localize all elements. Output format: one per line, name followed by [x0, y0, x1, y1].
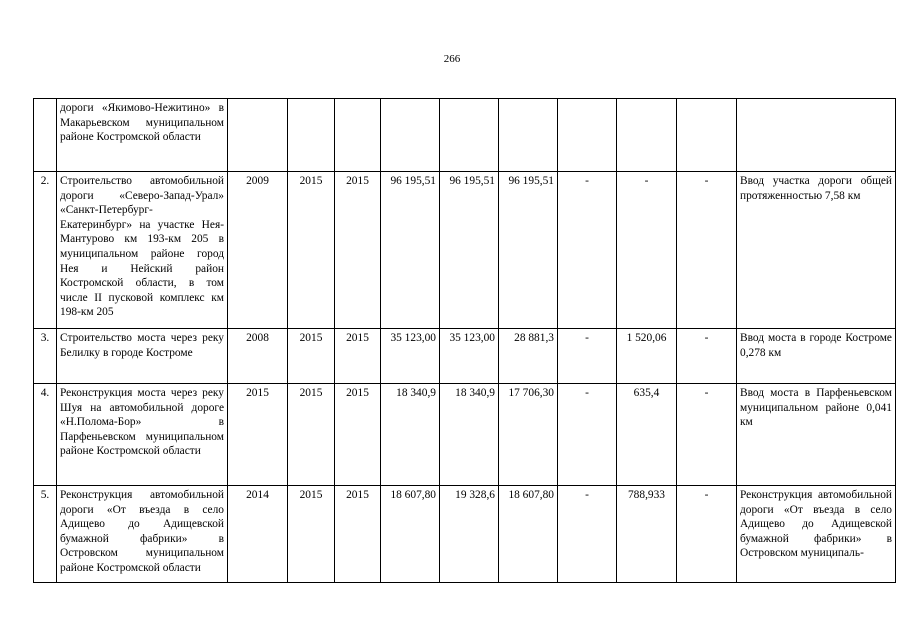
- project-name: Реконструкция автомобильной дороги «От въезда в село Адищево до Адищевской бумажной фабрики» в Островском муниципальном районе Костромской области: [57, 486, 228, 583]
- value-3: 96 195,51: [499, 172, 558, 329]
- year-column-3: 2015: [335, 329, 381, 384]
- table-row: [34, 329, 896, 384]
- end-year: 2015: [288, 486, 335, 583]
- value-4: -: [558, 384, 617, 486]
- project-name: дороги «Якимово-Нежитино» в Макарьевском муниципальном районе Костромской области: [57, 99, 228, 172]
- value-5: [617, 99, 677, 172]
- value-2: 35 123,00: [440, 329, 499, 384]
- investment-projects-table: [33, 98, 896, 583]
- value-4: -: [558, 486, 617, 583]
- value-6: -: [677, 486, 737, 583]
- expected-result: Реконструкция автомобильной дороги «От въезда в село Адищево до Адищевской бумажной фабрики» в Островском муниципаль-: [737, 486, 896, 583]
- year-column-3: 2015: [335, 486, 381, 583]
- year-column-3: 2015: [335, 384, 381, 486]
- row-index: 4.: [34, 384, 57, 486]
- value-2: 18 340,9: [440, 384, 499, 486]
- value-5: 1 520,06: [617, 329, 677, 384]
- end-year: 2015: [288, 329, 335, 384]
- start-year: 2015: [228, 384, 288, 486]
- value-3: 18 607,80: [499, 486, 558, 583]
- value-5: 788,933: [617, 486, 677, 583]
- value-3: 28 881,3: [499, 329, 558, 384]
- value-4: -: [558, 172, 617, 329]
- expected-result: Ввод моста в городе Костроме 0,278 км: [737, 329, 896, 384]
- project-name: Строительство автомобильной дороги «Северо-Запад-Урал» «Санкт-Петербург-Екатеринбург» на участке Нея-Мантурово км 193-км 205 в муниципальном районе город Нея и Нейский район Костромской области, в том числе II пусковой комплекс км 198-км 205: [57, 172, 228, 329]
- value-6: -: [677, 172, 737, 329]
- end-year: 2015: [288, 172, 335, 329]
- start-year: [228, 99, 288, 172]
- value-1: 18 607,80: [381, 486, 440, 583]
- row-index: 3.: [34, 329, 57, 384]
- value-5: 635,4: [617, 384, 677, 486]
- value-1: [381, 99, 440, 172]
- value-1: 18 340,9: [381, 384, 440, 486]
- value-3: 17 706,30: [499, 384, 558, 486]
- row-index: 5.: [34, 486, 57, 583]
- value-6: [677, 99, 737, 172]
- row-index: 2.: [34, 172, 57, 329]
- project-name: Реконструкция моста через реку Шуя на автомобильной дороге «Н.Полома-Бор» в Парфеньевском муниципальном районе Костромской области: [57, 384, 228, 486]
- value-2: 19 328,6: [440, 486, 499, 583]
- start-year: 2014: [228, 486, 288, 583]
- value-6: -: [677, 384, 737, 486]
- row-index: [34, 99, 57, 172]
- value-5: -: [617, 172, 677, 329]
- page-number: 266: [443, 53, 461, 65]
- year-column-3: 2015: [335, 172, 381, 329]
- value-3: [499, 99, 558, 172]
- table-row: [34, 384, 896, 486]
- value-4: [558, 99, 617, 172]
- table-row: [34, 172, 896, 329]
- value-6: -: [677, 329, 737, 384]
- end-year: [288, 99, 335, 172]
- end-year: 2015: [288, 384, 335, 486]
- table-row: [34, 99, 896, 172]
- project-name: Строительство моста через реку Белилку в городе Костроме: [57, 329, 228, 384]
- expected-result: [737, 99, 896, 172]
- expected-result: Ввод участка дороги общей протяженностью 7,58 км: [737, 172, 896, 329]
- year-column-3: [335, 99, 381, 172]
- table-row: [34, 486, 896, 583]
- start-year: 2009: [228, 172, 288, 329]
- value-1: 96 195,51: [381, 172, 440, 329]
- start-year: 2008: [228, 329, 288, 384]
- value-4: -: [558, 329, 617, 384]
- value-1: 35 123,00: [381, 329, 440, 384]
- value-2: 96 195,51: [440, 172, 499, 329]
- value-2: [440, 99, 499, 172]
- expected-result: Ввод моста в Парфеньевском муниципальном районе 0,041 км: [737, 384, 896, 486]
